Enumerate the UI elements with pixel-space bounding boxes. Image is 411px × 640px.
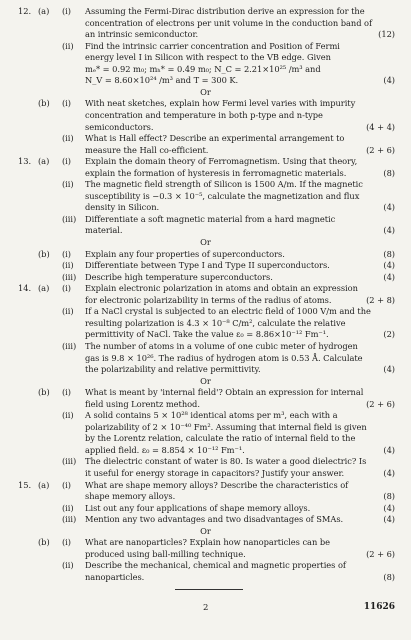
part-label: (a) [38, 6, 50, 16]
marks: (4) [383, 468, 395, 478]
part-label: (a) [38, 479, 50, 490]
subpart-label: (iii) [62, 514, 77, 525]
question-text: gas is 9.8 × 10²⁶. The radius of hydrogen atom is 0.53 Å. Calculate [85, 352, 363, 363]
or-separator: Or [200, 525, 211, 536]
marks: (2 + 6) [366, 398, 395, 409]
end-rule [175, 589, 243, 590]
question-text: polarizability of 2 × 10⁻⁴⁰ Fm². Assuming that internal field is given [85, 421, 367, 432]
question-text: What is Hall effect? Describe an experimental arrangement to [85, 133, 345, 144]
question-text: Differentiate between Type I and Type II superconductors. [85, 260, 330, 271]
question-text: What are nanoparticles? Explain how nanoparticles can be [85, 537, 330, 548]
question-text: susceptibility is −0.3 × 10⁻⁵, calculate the magnetization and flux [85, 190, 360, 201]
marks: (2 + 8) [366, 294, 395, 305]
question-text: material. [85, 225, 123, 236]
question-text: density in Silicon. [85, 202, 160, 213]
subpart-label: (i) [62, 537, 71, 548]
marks: (4 + 4) [366, 121, 395, 132]
subpart-label: (i) [62, 6, 71, 16]
question-text: produced using ball-milling technique. [85, 548, 246, 559]
question-text: What are shape memory alloys? Describe the characteristics of [85, 479, 349, 490]
marks: (8) [383, 571, 395, 582]
subpart-label: (iii) [62, 340, 77, 351]
marks: (2 + 6) [366, 548, 395, 559]
question-text: energy level I in Silicon with respect to the VB edge. Given [85, 52, 331, 63]
question-text: A solid contains 5 × 10²⁸ identical atoms per m³, each with a [85, 410, 338, 421]
marks: (8) [383, 248, 395, 259]
marks: (2) [383, 329, 395, 340]
subpart-label: (i) [62, 387, 71, 398]
question-number: 15. [18, 479, 32, 490]
question-text: Find the intrinsic carrier concentration and Position of Fermi [85, 40, 340, 51]
paper-code: 11626 [363, 602, 395, 612]
marks: (8) [383, 167, 395, 178]
marks: (8) [383, 491, 395, 502]
marks: (4) [383, 260, 395, 271]
question-text: N_V = 8.60×10²⁴ /m³ and T = 300 K. [85, 75, 239, 86]
question-text: concentration and temperature in both p-type and n-type [85, 109, 323, 120]
question-text: If a NaCl crystal is subjected to an electric field of 1000 V/m and the [85, 306, 371, 317]
subpart-label: (ii) [62, 306, 74, 317]
marks: (4) [383, 75, 395, 86]
part-label: (b) [38, 387, 50, 398]
question-number: 12. [18, 6, 32, 16]
subpart-label: (ii) [62, 260, 74, 271]
question-text: List out any four applications of shape memory alloys. [85, 502, 311, 513]
question-text: Explain any four properties of superconductors. [85, 248, 285, 259]
question-text: The number of atoms in a volume of one cubic meter of hydrogen [85, 340, 358, 351]
subpart-label: (i) [62, 98, 71, 109]
question-text: Explain electronic polarization in atoms and obtain an expression [85, 283, 358, 294]
question-number: 13. [18, 156, 32, 167]
question-text: Mention any two advantages and two disadvantages of SMAs. [85, 514, 344, 525]
question-text: field using Lorentz method. [85, 398, 200, 409]
or-separator: Or [200, 237, 211, 247]
subpart-label: (i) [62, 248, 71, 259]
marks: (4) [383, 202, 395, 213]
part-label: (b) [38, 537, 50, 548]
question-text: semiconductors. [85, 121, 154, 132]
question-text: for electronic polarizability in terms of the radius of atoms. [85, 294, 332, 305]
marks: (4) [383, 271, 395, 282]
question-text: nanoparticles. [85, 571, 145, 582]
subpart-label: (ii) [62, 179, 74, 190]
subpart-label: (iii) [62, 456, 77, 467]
part-label: (a) [38, 156, 50, 167]
or-separator: Or [200, 86, 211, 97]
question-text: mₑ* = 0.92 m₀; mₕ* = 0.49 m₀; N_C = 2.21×10²⁵ /m³ and [85, 63, 321, 74]
subpart-label: (iii) [62, 213, 77, 224]
question-text: an intrinsic semiconductor. [85, 29, 199, 40]
question-text: Describe the mechanical, chemical and magnetic properties of [85, 560, 346, 571]
question-text: permittivity of NaCl. Take the value ε₀ = 8.86×10⁻¹² Fm⁻¹. [85, 329, 329, 340]
subpart-label: (i) [62, 283, 71, 294]
question-text: The magnetic field strength of Silicon is 1500 A/m. If the magnetic [85, 179, 363, 190]
question-text: applied field. ε₀ = 8.854 × 10⁻¹² Fm⁻¹. [85, 444, 245, 455]
question-text: by the Lorentz relation, calculate the ratio of internal field to the [85, 433, 356, 444]
question-text: concentration of electrons per unit volume in the conduction band of [85, 17, 373, 28]
marks: (4) [383, 444, 395, 455]
marks: (4) [383, 364, 395, 375]
question-text: Differentiate a soft magnetic material from a hard magnetic [85, 213, 336, 224]
subpart-label: (ii) [62, 502, 74, 513]
question-text: Explain the domain theory of Ferromagnetism. Using that theory, [85, 156, 358, 167]
part-label: (a) [38, 283, 50, 294]
subpart-label: (i) [62, 156, 71, 167]
question-text: explain the formation of hysteresis in ferromagnetic materials. [85, 167, 347, 178]
question-text: What is meant by 'internal field'? Obtain an expression for internal [85, 387, 364, 398]
question-text: the polarizability and relative permittivity. [85, 364, 261, 375]
or-separator: Or [200, 375, 211, 386]
marks: (2 + 6) [366, 144, 395, 155]
subpart-label: (i) [62, 479, 71, 490]
question-text: resulting polarization is 4.3 × 10⁻⁸ C/m², calculate the relative [85, 317, 346, 328]
question-text: it useful for energy storage in capacitors? Justify your answer. [85, 468, 345, 478]
marks: (4) [383, 502, 395, 513]
subpart-label: (iii) [62, 271, 77, 282]
subpart-label: (ii) [62, 40, 74, 51]
question-text: The dielectric constant of water is 80. Is water a good dielectric? Is [85, 456, 367, 467]
marks: (12) [378, 29, 395, 40]
subpart-label: (ii) [62, 410, 74, 421]
marks: (4) [383, 514, 395, 525]
question-text: measure the Hall co-efficient. [85, 144, 209, 155]
marks: (4) [383, 225, 395, 236]
subpart-label: (ii) [62, 560, 74, 571]
part-label: (b) [38, 248, 50, 259]
question-number: 14. [18, 283, 32, 294]
question-text: Describe high temperature superconductors. [85, 271, 273, 282]
page-number: 2 [203, 603, 209, 613]
question-text: Assuming the Fermi-Dirac distribution derive an expression for the [85, 6, 365, 16]
subpart-label: (ii) [62, 133, 74, 144]
question-text: With neat sketches, explain how Fermi level varies with impurity [85, 98, 356, 109]
question-text: shape memory alloys. [85, 491, 176, 502]
part-label: (b) [38, 98, 50, 109]
